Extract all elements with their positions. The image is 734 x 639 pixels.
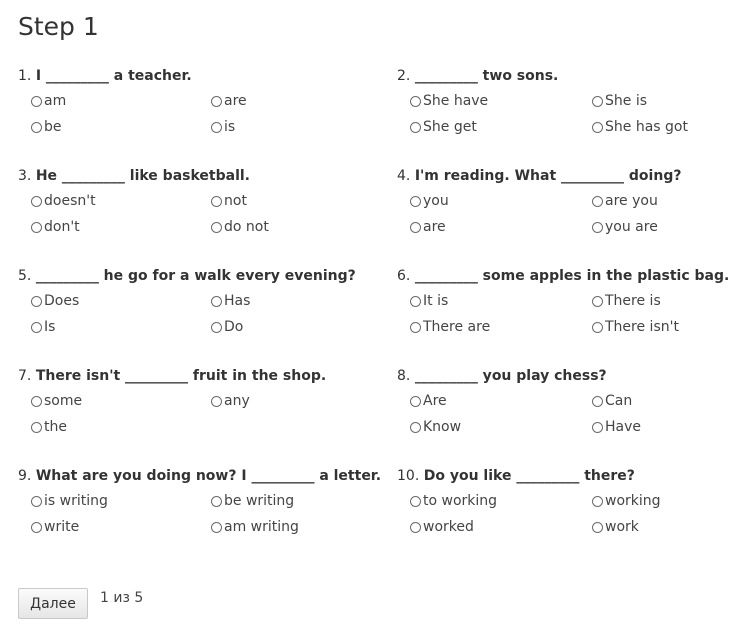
answer-option[interactable]: [592, 292, 661, 310]
radio-button-icon[interactable]: [410, 396, 421, 407]
radio-button-icon[interactable]: [211, 396, 222, 407]
answer-option[interactable]: [410, 518, 474, 536]
radio-button-icon[interactable]: [410, 496, 421, 507]
question-1: [18, 66, 358, 86]
question-5: [18, 266, 358, 286]
question-prompt: [18, 466, 382, 486]
question-text: _________ you play chess?: [414, 368, 607, 384]
answer-option[interactable]: [410, 192, 449, 210]
question-9: [18, 466, 382, 486]
answer-option-label: doesn't: [44, 193, 96, 209]
answer-option[interactable]: [31, 418, 67, 436]
answer-option-label: There are: [423, 319, 491, 335]
question-number: 10.: [397, 468, 420, 484]
radio-button-icon[interactable]: [31, 322, 42, 333]
answer-option-label: are: [224, 93, 247, 109]
answer-option[interactable]: [410, 492, 497, 510]
answer-option[interactable]: [410, 218, 446, 236]
question-10: [397, 466, 734, 486]
question-4: [397, 166, 734, 186]
answer-option-label: am writing: [224, 519, 299, 535]
radio-button-icon[interactable]: [410, 96, 421, 107]
radio-button-icon[interactable]: [592, 296, 603, 307]
answer-option[interactable]: [410, 418, 461, 436]
answer-option-label: She has got: [605, 119, 688, 135]
radio-button-icon[interactable]: [31, 396, 42, 407]
answer-option[interactable]: [592, 318, 679, 336]
radio-button-icon[interactable]: [211, 222, 222, 233]
answer-option[interactable]: [31, 518, 79, 536]
answer-option[interactable]: [31, 92, 66, 110]
question-text: There isn't _________ fruit in the shop.: [35, 368, 327, 384]
answer-option[interactable]: [31, 118, 62, 136]
answer-option-label: There is: [605, 293, 661, 309]
answer-option-label: Have: [605, 419, 642, 435]
answer-option-label: There isn't: [605, 319, 679, 335]
answer-option-label: work: [605, 519, 639, 535]
answer-option[interactable]: [211, 218, 269, 236]
answer-option[interactable]: [211, 92, 247, 110]
answer-option-label: be: [44, 119, 62, 135]
answer-option-label: some: [44, 393, 83, 409]
answer-option[interactable]: [211, 518, 299, 536]
question-number: 9.: [18, 468, 32, 484]
radio-button-icon[interactable]: [592, 222, 603, 233]
radio-button-icon[interactable]: [31, 496, 42, 507]
answer-option[interactable]: [592, 392, 632, 410]
answer-option-label: She get: [423, 119, 477, 135]
answer-option[interactable]: [211, 392, 250, 410]
answer-option-label: do not: [224, 219, 269, 235]
answer-option[interactable]: [592, 518, 639, 536]
answer-option-label: am: [44, 93, 67, 109]
radio-button-icon[interactable]: [592, 122, 603, 133]
radio-button-icon[interactable]: [31, 96, 42, 107]
radio-button-icon[interactable]: [592, 496, 603, 507]
question-number: 2.: [397, 68, 411, 84]
answer-option-label: working: [605, 493, 661, 509]
question-prompt: [397, 166, 734, 186]
page-indicator: 1 из 5: [100, 590, 144, 606]
radio-button-icon[interactable]: [31, 122, 42, 133]
answer-option[interactable]: [31, 292, 79, 310]
radio-button-icon[interactable]: [592, 522, 603, 533]
answer-option-label: are: [423, 219, 446, 235]
radio-button-icon[interactable]: [592, 422, 603, 433]
question-text: I _________ a teacher.: [35, 68, 192, 84]
question-number: 4.: [397, 168, 411, 184]
question-2: [397, 66, 734, 86]
answer-option[interactable]: [592, 218, 658, 236]
question-number: 8.: [397, 368, 411, 384]
radio-button-icon[interactable]: [410, 296, 421, 307]
question-number: 5.: [18, 268, 32, 284]
radio-button-icon[interactable]: [211, 296, 222, 307]
question-text: He _________ like basketball.: [35, 168, 250, 184]
question-8: [397, 366, 734, 386]
answer-option[interactable]: [592, 492, 661, 510]
answer-option[interactable]: [410, 292, 448, 310]
answer-option-label: not: [224, 193, 247, 209]
next-button[interactable]: Далее: [18, 588, 88, 619]
answer-option-label: It is: [423, 293, 449, 309]
answer-option-label: is: [224, 119, 236, 135]
question-number: 6.: [397, 268, 411, 284]
question-prompt: [397, 66, 734, 86]
question-3: [18, 166, 358, 186]
question-text: Do you like _________ there?: [423, 468, 635, 484]
answer-option-label: Are: [423, 393, 447, 409]
radio-button-icon[interactable]: [31, 222, 42, 233]
answer-option[interactable]: [31, 318, 55, 336]
answer-option[interactable]: [31, 392, 82, 410]
radio-button-icon[interactable]: [592, 322, 603, 333]
answer-option[interactable]: [592, 118, 688, 136]
answer-option-label: She is: [605, 93, 648, 109]
answer-option-label: Do: [224, 319, 244, 335]
radio-button-icon[interactable]: [211, 96, 222, 107]
radio-button-icon[interactable]: [31, 522, 42, 533]
radio-button-icon[interactable]: [410, 222, 421, 233]
radio-button-icon[interactable]: [31, 296, 42, 307]
radio-button-icon[interactable]: [211, 522, 222, 533]
answer-option-label: don't: [44, 219, 80, 235]
radio-button-icon[interactable]: [211, 496, 222, 507]
question-text: _________ he go for a walk every evening?: [35, 268, 356, 284]
answer-option[interactable]: [410, 92, 488, 110]
radio-button-icon[interactable]: [31, 422, 42, 433]
answer-option-label: to working: [423, 493, 498, 509]
answer-option-label: write: [44, 519, 80, 535]
question-prompt: [18, 166, 358, 186]
answer-option-label: is writing: [44, 493, 108, 509]
question-prompt: [397, 266, 734, 286]
answer-option[interactable]: [211, 192, 247, 210]
answer-option[interactable]: [592, 192, 658, 210]
answer-option-label: you are: [605, 219, 658, 235]
answer-option-label: Does: [44, 293, 80, 309]
radio-button-icon[interactable]: [31, 196, 42, 207]
answer-option[interactable]: [410, 392, 447, 410]
answer-option[interactable]: [410, 118, 477, 136]
answer-option-label: you: [423, 193, 449, 209]
question-number: 7.: [18, 368, 32, 384]
radio-button-icon[interactable]: [592, 96, 603, 107]
answer-option-label: are you: [605, 193, 658, 209]
answer-option-label: be writing: [224, 493, 295, 509]
answer-option-label: She have: [423, 93, 489, 109]
question-6: [397, 266, 734, 286]
answer-option[interactable]: [31, 492, 108, 510]
answer-option[interactable]: [31, 218, 80, 236]
answer-option-label: Is: [44, 319, 56, 335]
answer-option[interactable]: [410, 318, 490, 336]
question-prompt: [18, 66, 358, 86]
answer-option[interactable]: [211, 318, 243, 336]
radio-button-icon[interactable]: [410, 322, 421, 333]
radio-button-icon[interactable]: [410, 196, 421, 207]
radio-button-icon[interactable]: [592, 196, 603, 207]
answer-option-label: any: [224, 393, 250, 409]
answer-option[interactable]: [592, 418, 641, 436]
radio-button-icon[interactable]: [211, 322, 222, 333]
answer-option[interactable]: [31, 192, 96, 210]
answer-option[interactable]: [211, 292, 250, 310]
question-number: 3.: [18, 168, 32, 184]
radio-button-icon[interactable]: [211, 122, 222, 133]
question-number: 1.: [18, 68, 32, 84]
page-title: Step 1: [18, 12, 99, 41]
question-text: I'm reading. What _________ doing?: [414, 168, 682, 184]
radio-button-icon[interactable]: [592, 396, 603, 407]
answer-option-label: the: [44, 419, 67, 435]
answer-option-label: Know: [423, 419, 462, 435]
answer-option[interactable]: [211, 492, 294, 510]
question-prompt: [397, 466, 734, 486]
radio-button-icon[interactable]: [410, 422, 421, 433]
radio-button-icon[interactable]: [410, 122, 421, 133]
question-prompt: [18, 366, 358, 386]
answer-option-label: Can: [605, 393, 633, 409]
radio-button-icon[interactable]: [211, 196, 222, 207]
question-text: _________ some apples in the plastic bag.: [414, 268, 730, 284]
radio-button-icon[interactable]: [410, 522, 421, 533]
question-prompt: [397, 366, 734, 386]
question-text: What are you doing now? I _________ a letter.: [35, 468, 382, 484]
answer-option-label: Has: [224, 293, 251, 309]
answer-option[interactable]: [592, 92, 647, 110]
question-7: [18, 366, 358, 386]
answer-option-label: worked: [423, 519, 474, 535]
answer-option[interactable]: [211, 118, 235, 136]
question-prompt: [18, 266, 358, 286]
question-text: _________ two sons.: [414, 68, 559, 84]
